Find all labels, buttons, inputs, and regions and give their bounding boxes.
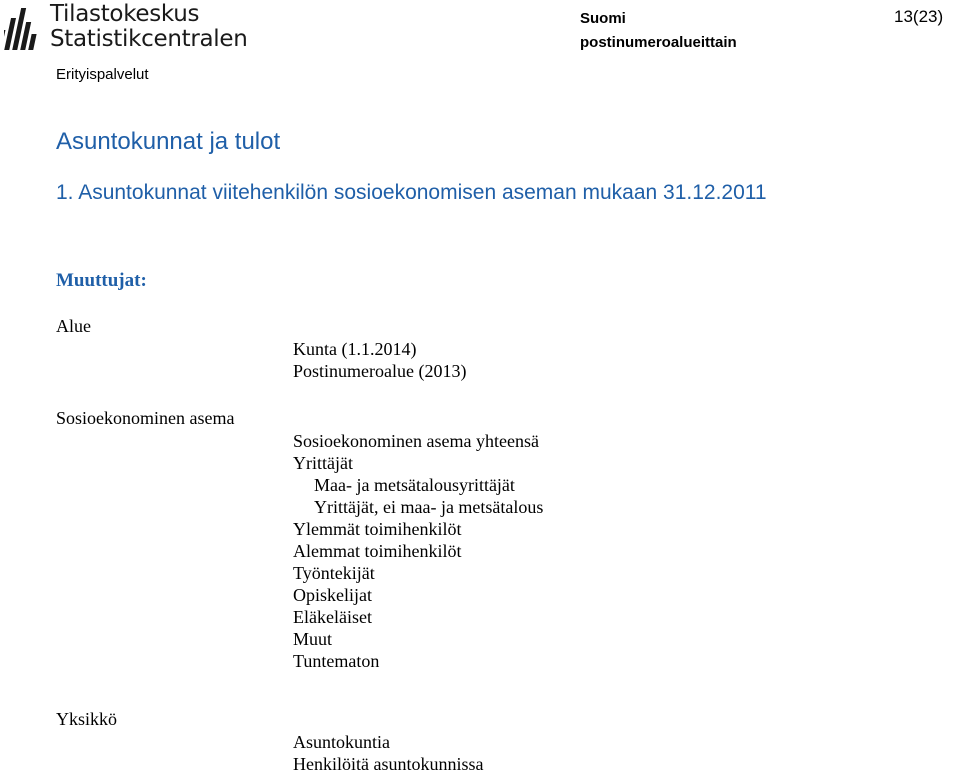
statistics-finland-logo [4, 1, 254, 52]
list-item: Ylemmät toimihenkilöt [293, 519, 462, 539]
region-label: Suomi [580, 10, 626, 27]
table-subtitle: 1. Asuntokunnat viitehenkilön sosioekonomisen aseman mukaan 31.12.2011 [56, 181, 767, 204]
variable-label-unit: Yksikkö [56, 709, 118, 729]
list-item: Yrittäjät [293, 453, 353, 473]
department-label: Erityispalvelut [56, 66, 149, 83]
breakdown-label: postinumeroalueittain [580, 34, 737, 51]
logo-mark-icon [4, 4, 48, 52]
list-item: Opiskelijat [293, 585, 372, 605]
variable-values-socioeconomic [293, 430, 543, 672]
page-number: 13(23) [894, 7, 944, 26]
list-item: Eläkeläiset [293, 607, 372, 627]
list-item: Kunta (1.1.2014) [293, 339, 417, 359]
variable-values-area [293, 338, 466, 382]
list-item: Asuntokuntia [293, 732, 390, 752]
list-item: Postinumeroalue (2013) [293, 361, 467, 381]
page-title: Asuntokunnat ja tulot [56, 128, 281, 155]
logo-name-swedish: Statistikcentralen [50, 26, 248, 52]
list-item: Sosioekonominen asema yhteensä [293, 431, 539, 451]
variable-label-area: Alue [56, 316, 91, 336]
variable-values-unit [293, 731, 483, 775]
list-item: Muut [293, 629, 333, 649]
list-item: Työntekijät [293, 563, 375, 583]
list-item: Henkilöitä asuntokunnissa [293, 754, 484, 774]
list-item: Yrittäjät, ei maa- ja metsätalous [314, 497, 544, 517]
list-item: Tuntematon [293, 651, 380, 671]
list-item: Alemmat toimihenkilöt [293, 541, 462, 561]
list-item: Maa- ja metsätalousyrittäjät [314, 475, 515, 495]
logo-name-finnish: Tilastokeskus [50, 1, 200, 27]
variables-heading: Muuttujat: [56, 270, 147, 291]
variable-label-socioeconomic: Sosioekonominen asema [56, 408, 235, 428]
